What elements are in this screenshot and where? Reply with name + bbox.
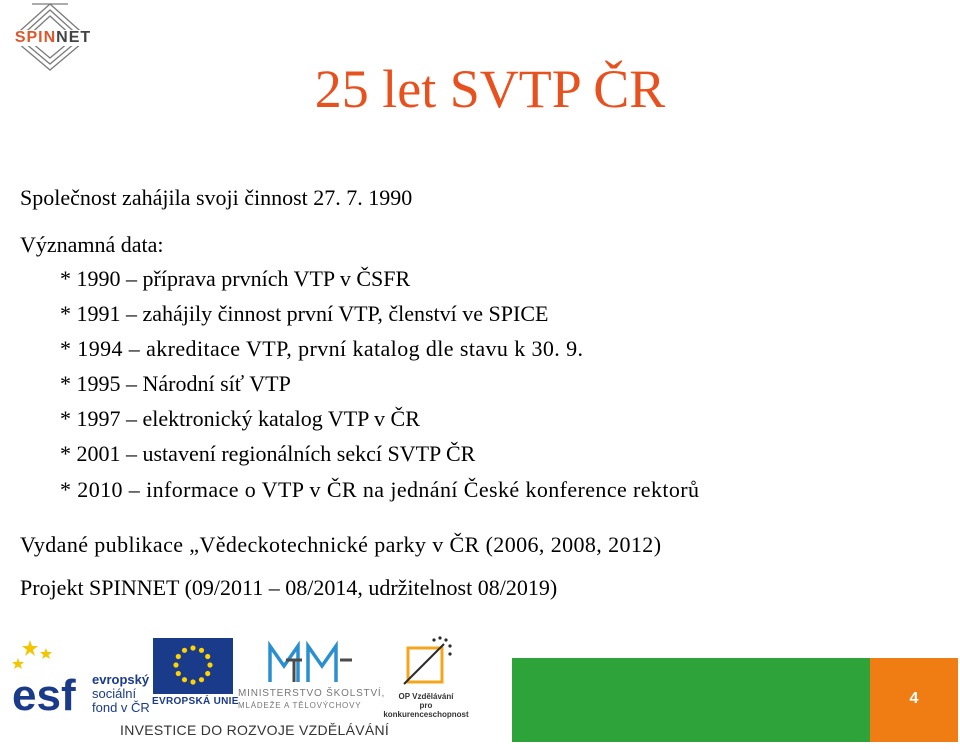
eu-flag-icon: [153, 638, 233, 694]
page-title: 25 let SVTP ČR: [314, 59, 666, 119]
date-item: * 1995 – Národní síť VTP: [60, 371, 291, 396]
eu-label: EVROPSKÁ UNIE: [152, 696, 239, 707]
esf-logo-icon: [8, 636, 104, 716]
op-text: OP Vzdělávání pro konkurenceschopnost: [383, 692, 469, 719]
date-item: * 2001 – ustavení regionálních sekcí SVTP ČR: [60, 441, 476, 466]
date-item: * 2010 – informace o VTP v ČR na jednání České konference rektorů: [60, 477, 700, 502]
page-number-box: [870, 658, 958, 742]
date-item: * 1990 – příprava prvních VTP v ČSFR: [60, 266, 411, 291]
green-footer-bar: [512, 658, 870, 742]
page-number: 4: [909, 690, 919, 707]
dates-heading: Významná data:: [20, 232, 164, 257]
logo-wordmark: SPINNET: [14, 29, 92, 46]
date-item: * 1997 – elektronický katalog VTP v ČR: [60, 406, 420, 431]
project-line: Projekt SPINNET (09/2011 – 08/2014, udržitelnost 08/2019): [20, 575, 558, 600]
footer-logos: [0, 630, 960, 750]
msmt-text: MINISTERSTVO ŠKOLSTVÍ, MLÁDEŽE A TĚLOVÝCHOVY: [238, 688, 386, 710]
svg-text:esf: esf: [12, 671, 76, 716]
msmt-logo-icon: [262, 638, 352, 688]
date-item: * 1994 – akreditace VTP, první katalog dle stavu k 30. 9.: [60, 336, 584, 361]
esf-text: evropský sociální fond v ČR: [92, 672, 150, 715]
publications-line: Vydané publikace „Vědeckotechnické parky v ČR (2006, 2008, 2012): [20, 532, 662, 557]
investice-slogan: INVESTICE DO ROZVOJE VZDĚLÁVÁNÍ: [120, 722, 390, 738]
intro-line: Společnost zahájila svoji činnost 27. 7. 1990: [20, 185, 413, 210]
op-vzdelavani-logo-icon: [394, 634, 460, 694]
date-item: * 1991 – zahájily činnost první VTP, členství ve SPICE: [60, 301, 549, 326]
